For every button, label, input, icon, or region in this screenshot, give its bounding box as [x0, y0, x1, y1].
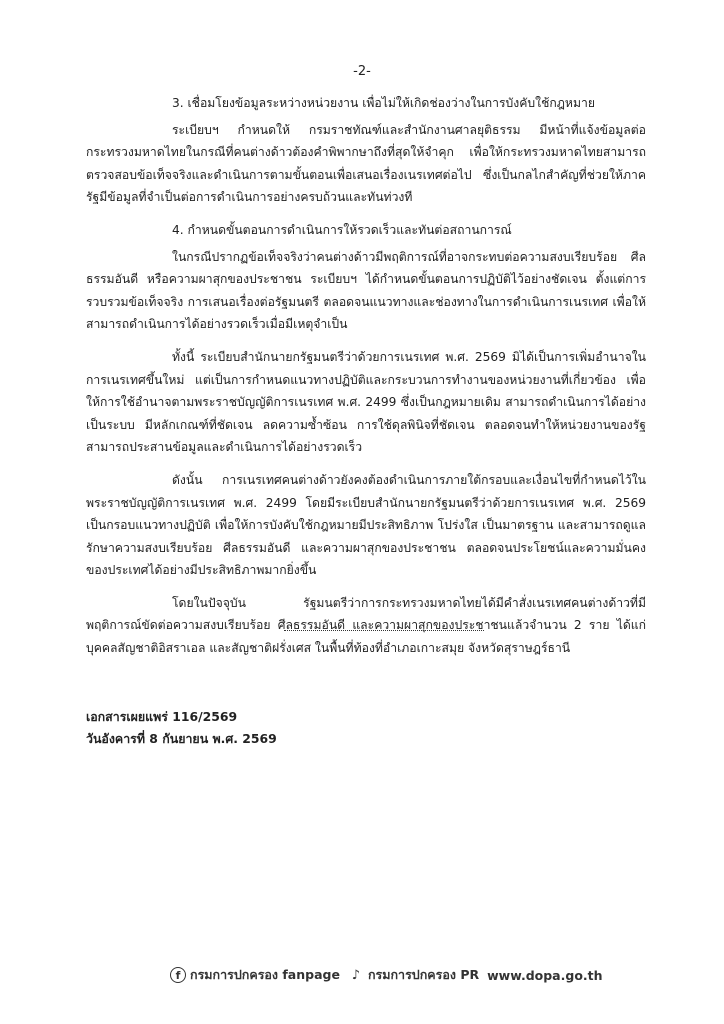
- tiktok-icon[interactable]: ♪: [351, 967, 361, 983]
- facebook-icon[interactable]: f: [170, 967, 186, 983]
- tiktok-label[interactable]: กรมการปกครอง PR: [367, 967, 480, 982]
- paragraph-7: โดยในปัจจุบัน รัฐมนตรีว่าการกระทรวงมหาดไทยได้มีคำสั่งเนรเทศคนต่างด้าวที่มีพฤติการณ์ขัดต่อความสงบเรียบร้อย ศีลธรรมอันดี และความผาสุกของประชาชนแล้วจำนวน 2 ราย ได้แก่ บุคคลสัญชาติอิสราเอล และสัญชาติฝรั่งเศส ในพื้นที่ท้องที่อำเภอเกาะสมุย จังหวัดสุราษฎร์ธานี: [86, 595, 646, 656]
- dotted-separator: [284, 630, 484, 631]
- footer-bar: [170, 964, 640, 986]
- document-date: วันอังคารที่ 8 กันยายน พ.ศ. 2569: [86, 731, 277, 746]
- paragraph-2: ระเบียบฯ กำหนดให้ กรมราชทัณฑ์และสำนักงานศาลยุติธรรม มีหน้าที่แจ้งข้อมูลต่อกระทรวงมหาดไทยในกรณีที่คนต่างด้าวต้องคำพิพากษาถึงที่สุดให้จำคุก เพื่อให้กระทรวงมหาดไทยสามารถตรวจสอบข้อเท็จจริงและดำเนินการตามขั้นตอนเพื่อเสนอเรื่องเนรเทศต่อไป ซึ่งเป็นกลไกสำคัญที่ช่วยให้ภาครัฐมีข้อมูลที่จำเป็นต่อการดำเนินการอย่างครบถ้วนและทันท่วงที: [86, 122, 646, 205]
- document-number: เอกสารเผยแพร่ 116/2569: [86, 709, 238, 724]
- paragraph-3: 4. กำหนดขั้นตอนการดำเนินการให้รวดเร็วและทันต่อสถานการณ์: [172, 222, 512, 237]
- paragraph-1: 3. เชื่อมโยงข้อมูลระหว่างหน่วยงาน เพื่อไม่ให้เกิดช่องว่างในการบังคับใช้กฎหมาย: [172, 96, 595, 110]
- facebook-label[interactable]: กรมการปกครอง fanpage: [190, 967, 340, 982]
- paragraph-6: ดังนั้น การเนรเทศคนต่างด้าวยังคงต้องดำเนินการภายใต้กรอบและเงื่อนไขที่กำหนดไว้ในพระราชบัญญัติการเนรเทศ พ.ศ. 2499 โดยมีระเบียบสำนักนายกรัฐมนตรีว่าด้วยการเนรเทศ พ.ศ. 2569 เป็นกรอบแนวทางปฏิบัติ เพื่อให้การบังคับใช้กฎหมายมีประสิทธิภาพ โปร่งใส เป็นมาตรฐาน และสามารถดูแลรักษาความสงบเรียบร้อย ศีลธรรมอันดี และความผาสุกของประชาชน ตลอดจนประโยชน์และความมั่นคงของประเทศได้อย่างมีประสิทธิภาพมากยิ่งขึ้น: [86, 472, 646, 578]
- paragraph-4: ในกรณีปรากฏข้อเท็จจริงว่าคนต่างด้าวมีพฤติการณ์ที่อาจกระทบต่อความสงบเรียบร้อย ศีลธรรมอันดี หรือความผาสุกของประชาชน ระเบียบฯ ได้กำหนดขั้นตอนการปฏิบัติไว้อย่างชัดเจน ตั้งแต่การรวบรวมข้อเท็จจริง การเสนอเรื่องต่อรัฐมนตรี ตลอดจนแนวทางและช่องทางในการดำเนินการเนรเทศ เพื่อให้สามารถดำเนินการได้อย่างรวดเร็วเมื่อมีเหตุจำเป็น: [86, 249, 646, 332]
- page-number: -2-: [353, 64, 371, 79]
- body-text: [86, 92, 646, 664]
- website-link[interactable]: www.dopa.go.th: [487, 967, 603, 983]
- document-reference: [86, 706, 277, 750]
- paragraph-5: ทั้งนี้ ระเบียบสำนักนายกรัฐมนตรีว่าด้วยการเนรเทศ พ.ศ. 2569 มิได้เป็นการเพิ่มอำนาจในการเนรเทศขึ้นใหม่ แต่เป็นการกำหนดแนวทางปฏิบัติและกระบวนการทำงานของหน่วยงานที่เกี่ยวข้อง เพื่อให้การใช้อำนาจตามพระราชบัญญัติการเนรเทศ พ.ศ. 2499 ซึ่งเป็นกฎหมายเดิม สามารถดำเนินการได้อย่างเป็นระบบ มีหลักเกณฑ์ที่ชัดเจน ลดความซ้ำซ้อน การใช้ดุลพินิจที่ชัดเจน ตลอดจนทำให้หน่วยงานของรัฐสามารถประสานข้อมูลและดำเนินการได้อย่างรวดเร็ว: [86, 349, 646, 455]
